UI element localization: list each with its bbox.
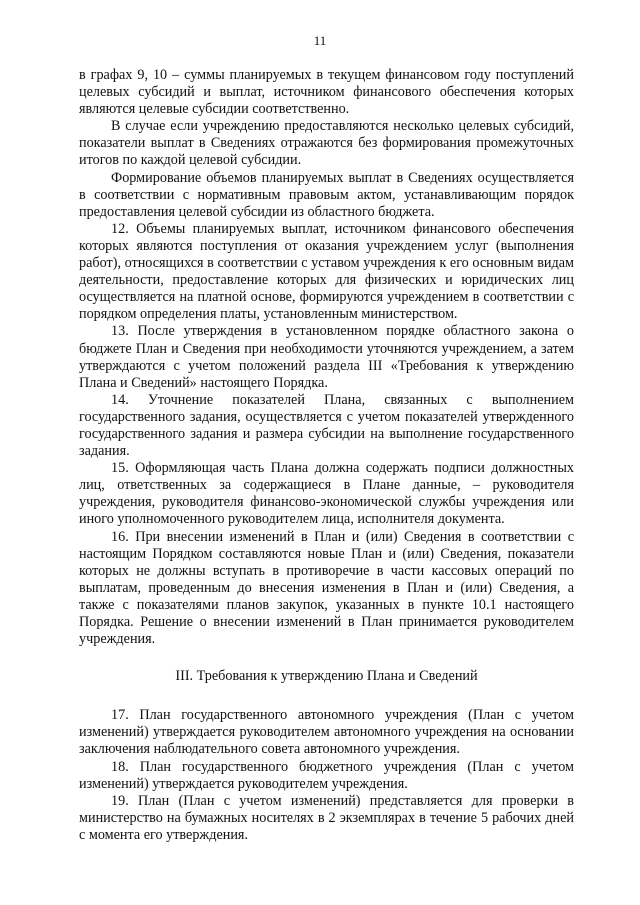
paragraph-multiple-subsidies: В случае если учреждению предоставляются несколько целевых субсидий, показатели выплат в Сведениях отражаются без формирования промежуточных итогов по каждой целевой субсидии.: [79, 118, 574, 169]
paragraph-graphs-9-10: в графах 9, 10 – суммы планируемых в текущем финансовом году поступлений целевых субсидий и выплат, источником финансового обеспечения которых являются целевые субсидии соответственно.: [79, 67, 574, 118]
document-body: [79, 67, 574, 844]
paragraph-item-14: 14. Уточнение показателей Плана, связанных с выполнением государственного задания, осуществляется с учетом показателей утвержденного государственного задания и размера субсидии на выполнение государственного задания.: [79, 391, 574, 460]
paragraph-item-13: 13. После утверждения в установленном порядке областного закона о бюджете План и Сведения при необходимости уточняются учреждением, а затем утверждаются с учетом положений раздела III «Требования к утверждению Плана и Сведений» настоящего Порядка.: [79, 323, 574, 391]
paragraph-item-15: 15. Оформляющая часть Плана должна содержать подписи должностных лиц, ответственных за содержащиеся в Плане данные, – руководителя учреждения, руководителя финансово-экономической службы учреждения или иного уполномоченного руководителем лица, исполнителя документа.: [79, 460, 574, 528]
paragraph-item-17: 17. План государственного автономного учреждения (План с учетом изменений) утверждается руководителем автономного учреждения на основании заключения наблюдательного совета автономного учреждения.: [79, 707, 574, 758]
paragraph-item-19: 19. План (План с учетом изменений) представляется для проверки в министерство на бумажных носителях в 2 экземплярах в течение 5 рабочих дней с момента его утверждения.: [79, 792, 574, 843]
paragraph-item-16: 16. При внесении изменений в План и (или) Сведения в соответствии с настоящим Порядком составляются новые План и (или) Сведения, показатели которых не должны вступать в противоречие в части кассовых операций по выплатам, проведенным до внесения изменения в План и (или) Сведения, а также с показателями планов закупок, указанных в пункте 10.1 настоящего Порядка. Решение о внесении изменений в План принимается руководителем учреждения.: [79, 528, 574, 648]
paragraph-item-18: 18. План государственного бюджетного учреждения (План с учетом изменений) утверждается руководителем учреждения.: [79, 758, 574, 792]
paragraph-forming-volumes: Формирование объемов планируемых выплат в Сведениях осуществляется в соответствии с нормативным правовым актом, устанавливающим порядок предоставления целевой субсидии из областного бюджета.: [79, 169, 574, 220]
section-heading: III. Требования к утверждению Плана и Сведений: [175, 668, 478, 685]
paragraph-item-12: 12. Объемы планируемых выплат, источником финансового обеспечения которых являются поступления от оказания учреждением услуг (выполнения работ), относящихся в соответствии с уставом учреждения к его основным видам деятельности, предоставление которых для физических и юридических лиц осуществляется на платной основе, формируются учреждением в соответствии с порядком определения платы, установленным министерством.: [79, 220, 574, 323]
page-number: 11: [313, 33, 327, 48]
